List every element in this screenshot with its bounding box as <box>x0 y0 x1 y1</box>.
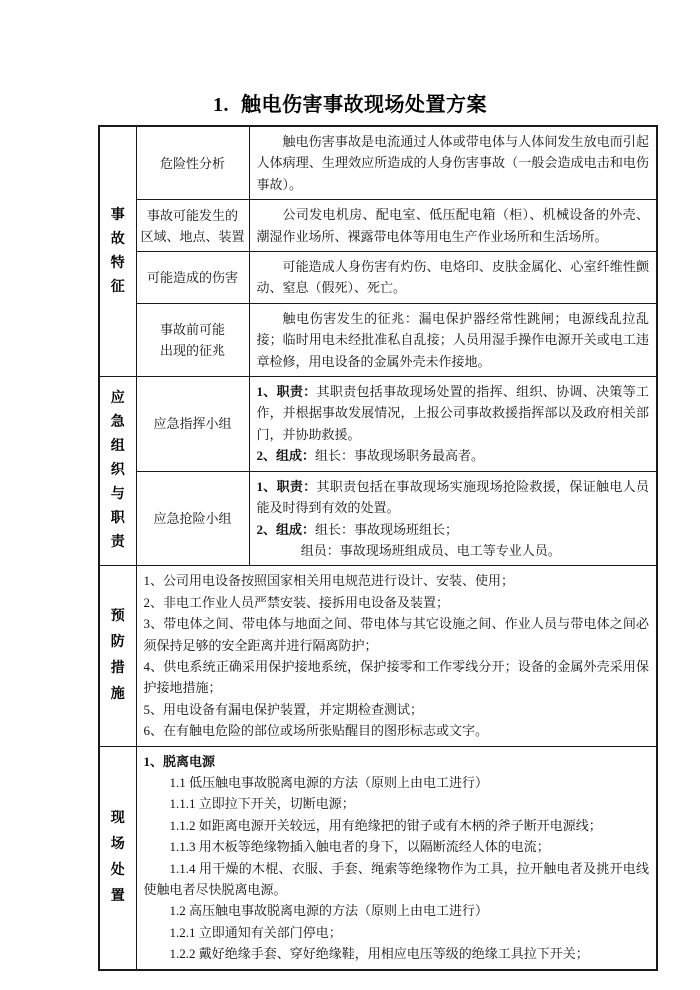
duty-label: 1、职责： <box>256 384 317 400</box>
table-row <box>99 126 657 200</box>
prevention-item: 3、带电体之间、带电体与地面之间、带电体与其它设施之间、作业人员与带电体之间必须保持足够的安全距离并进行隔离防护； <box>143 616 649 653</box>
members-paragraph: 组员：事故现场班组成员、电工等专业人员。 <box>300 542 561 558</box>
table-row <box>99 200 657 252</box>
cell-text: 触电伤害事故是电流通过人体或带电体与人体间发生放电而引起人体病理、生理效应所造成的人身伤害事故（一般会造成电击和电伤事故）。 <box>256 134 649 192</box>
cell-command-group <box>249 377 657 472</box>
composition-label: 2、组成： <box>256 448 316 464</box>
row-label-possible-areas <box>136 200 249 252</box>
table-row <box>99 471 657 566</box>
row-label-line1: 事故前可能 <box>159 321 225 337</box>
cell-text: 可能造成人身伤害有灼伤、电烙印、皮肤金属化、心室纤维性颤动、窒息（假死）、死亡。 <box>256 259 649 296</box>
cell-risk-analysis <box>249 126 657 200</box>
composition-paragraph <box>257 519 650 540</box>
cell-site-disposal <box>136 746 657 970</box>
cell-text: 公司发电机房、配电室、低压配电箱（柜）、机械设备的外壳、潮湿作业场所、裸露带电体等用电生产作业场所和生活场所。 <box>256 207 649 244</box>
disposal-step-title: 1、脱离电源 <box>143 753 216 769</box>
prevention-item: 1、公司用电设备按照国家相关用电规范进行设计、安装、使用； <box>143 573 515 589</box>
cell-warning-signs <box>249 303 657 376</box>
cell-text: 触电伤害发生的征兆：漏电保护器经常性跳闸；电源线乱拉乱接；临时用电未经批准私自乱接；人员用湿手操作电源开关或电工违章检修，用电设备的金属外壳未作接地。 <box>256 310 649 369</box>
table-row <box>99 566 657 746</box>
row-label-possible-harm <box>136 252 249 304</box>
section-header-label: 预防措施 <box>110 608 125 702</box>
title-text: 触电伤害事故现场处置方案 <box>241 94 487 116</box>
page-title <box>0 88 700 117</box>
section-header-accident-features <box>99 126 136 377</box>
composition-text: 组长：事故现场班组长； <box>315 521 459 537</box>
row-label-line2: 出现的征兆 <box>159 342 225 358</box>
disposal-item: 1.1.3 用木板等绝缘物插入触电者的身下，以隔断流经人体的电流； <box>169 839 550 855</box>
disposal-item: 1.2 高压触电事故脱离电源的方法（原则上由电工进行） <box>169 903 489 919</box>
section-header-label: 应急组织与职责 <box>110 391 125 551</box>
row-label-warning-signs <box>136 303 249 376</box>
row-label-risk-analysis <box>136 126 249 200</box>
table-row <box>99 303 657 376</box>
disposal-item: 1.2.1 立即通知有关部门停电； <box>169 924 342 940</box>
duty-paragraph <box>257 476 650 519</box>
row-label-text: 应急抢险小组 <box>153 511 232 526</box>
cell-possible-harm <box>249 252 657 304</box>
row-label-line2: 区域、地点、装置 <box>140 228 245 244</box>
disposal-item: 1.1.4 用干燥的木棍、衣服、手套、绳索等绝缘物作为工具，拉开触电者及挑开电线使触电者尽快脱离电源。 <box>143 860 649 897</box>
title-number: 1. <box>213 94 229 116</box>
duty-label: 1、职责： <box>256 478 317 494</box>
section-header-prevention <box>99 566 136 746</box>
disposal-item: 1.1.2 如距离电源开关较远，用有绝缘把的钳子或有木柄的斧子断开电源线； <box>169 817 602 833</box>
cell-possible-areas <box>249 200 657 252</box>
duty-text: 其职责包括在事故现场实施现场抢险救援，保证触电人员能及时得到有效的处置。 <box>256 478 649 516</box>
prevention-item: 5、用电设备有漏电保护装置，并定期检查测试； <box>143 701 424 717</box>
section-header-label: 现场处置 <box>110 810 125 904</box>
row-label-command-group <box>136 377 249 472</box>
section-header-site-disposal <box>99 746 136 970</box>
prevention-item: 6、在有触电危险的部位或场所张贴醒目的图形标志或文字。 <box>143 723 489 739</box>
row-label-text: 应急指挥小组 <box>153 416 232 432</box>
table-row <box>99 377 657 472</box>
section-header-emergency-org <box>99 377 136 566</box>
cell-prevention-measures <box>136 566 657 746</box>
disposal-item: 1.1.1 立即拉下开关，切断电源； <box>169 796 355 812</box>
section-header-label: 事故特征 <box>110 207 125 295</box>
row-label-line1: 事故可能发生的 <box>146 207 238 223</box>
row-label-text: 危险性分析 <box>159 155 225 171</box>
table-row <box>99 252 657 304</box>
table-row <box>99 746 657 970</box>
composition-text: 组长：事故现场职务最高者。 <box>315 448 485 464</box>
row-label-text: 可能造成的伤害 <box>146 269 238 285</box>
disposal-plan-table <box>98 125 658 971</box>
disposal-item: 1.2.2 戴好绝缘手套、穿好绝缘鞋，用相应电压等级的绝缘工具拉下开关； <box>169 946 589 962</box>
composition-label: 2、组成： <box>256 521 316 537</box>
composition-paragraph <box>257 445 650 466</box>
disposal-item: 1.1 低压触电事故脱离电源的方法（原则上由电工进行） <box>169 774 489 790</box>
duty-paragraph <box>257 381 650 445</box>
prevention-item: 4、供电系统正确采用保护接地系统，保护接零和工作零线分开；设备的金属外壳采用保护接地措施； <box>143 658 649 696</box>
prevention-item: 2、非电工作业人员严禁安装、接拆用电设备及装置； <box>143 594 450 610</box>
cell-rescue-group <box>249 471 657 566</box>
duty-text: 其职责包括事故现场处置的指挥、组织、协调、决策等工作，并根据事故发展情况，上报公司事故救援指挥部以及政府相关部门，并协助救援。 <box>256 384 649 442</box>
row-label-rescue-group <box>136 471 249 566</box>
